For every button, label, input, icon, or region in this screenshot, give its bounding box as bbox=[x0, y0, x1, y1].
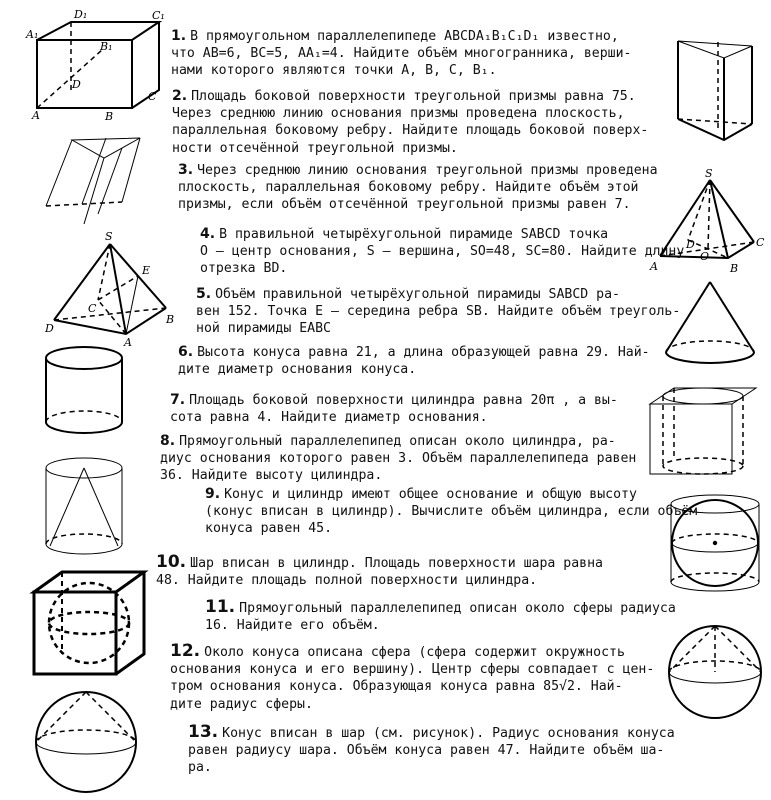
label-B: B bbox=[730, 262, 739, 275]
problem-number: 9. bbox=[205, 486, 221, 502]
label-D1: D₁ bbox=[74, 8, 88, 21]
label-B: B bbox=[166, 313, 175, 326]
problem-11-line-1: 11. Прямоугольный параллелепипед описан около сферы радиуса bbox=[205, 597, 676, 617]
problem-9-line-2: (конус вписан в цилиндр). Вычислите объём цилиндра, если объём bbox=[205, 504, 698, 520]
problem-1 bbox=[171, 28, 632, 80]
label-B1: B₁ bbox=[100, 40, 113, 53]
label-B: B bbox=[105, 110, 114, 123]
problem-11-line-2: 16. Найдите его объём. bbox=[205, 618, 380, 634]
cyl2-base-back bbox=[46, 534, 122, 544]
problem-13 bbox=[188, 724, 675, 777]
problem-11 bbox=[205, 599, 676, 634]
pyr2-base-hidden bbox=[54, 300, 166, 320]
problem-8 bbox=[160, 433, 636, 485]
sphere-cone-13-figure bbox=[30, 684, 142, 798]
pyramid-left-figure bbox=[42, 230, 182, 349]
problem-13-line-3: ра. bbox=[188, 760, 212, 776]
sphere-center-point bbox=[714, 542, 716, 544]
cyl2-base-front bbox=[46, 544, 122, 554]
problem-number: 3. bbox=[178, 162, 194, 178]
prism2-hidden-edge bbox=[46, 202, 122, 206]
sphere12-equator-front bbox=[669, 672, 761, 683]
diagonal-line bbox=[37, 50, 102, 108]
problem-8-line-1: 8. Прямоугольный параллелепипед описан около цилиндра, ра- bbox=[160, 433, 616, 449]
problem-4 bbox=[200, 226, 684, 278]
problem-5-line-3: ной пирамиды EABC bbox=[196, 321, 331, 337]
problem-number: 4. bbox=[200, 226, 216, 242]
pyr-height-SO bbox=[708, 180, 710, 249]
problem-12-line-2: основания конуса и его вершину). Центр сферы совпадает с цен- bbox=[170, 662, 655, 678]
problem-5-line-1: 5. Объём правильной четырёхугольной пирамиды SABCD ра- bbox=[196, 286, 620, 302]
cylinder-figure bbox=[30, 340, 140, 440]
problem-2-line-4: ности отсечённой треугольной призмы. bbox=[172, 140, 458, 156]
problem-7-line-2: сота равна 4. Найдите диаметр основания. bbox=[170, 410, 488, 426]
problem-2 bbox=[172, 88, 648, 157]
problem-8-line-2: диус основания которого равен 3. Объём параллелепипеда равен bbox=[160, 451, 637, 467]
prism2-right-edge bbox=[122, 138, 140, 202]
prism-top-triangle bbox=[678, 41, 752, 58]
problem-13-line-1: 13. Конус вписан в шар (см. рисунок). Радиус основания конуса bbox=[188, 722, 675, 742]
label-C: C bbox=[148, 90, 157, 103]
box2-hidden-bottom bbox=[650, 458, 756, 474]
label-S: S bbox=[705, 167, 713, 180]
problem-7 bbox=[170, 392, 618, 426]
problem-2-line-3: параллельная боковому ребру. Найдите площадь боковой поверх- bbox=[172, 123, 649, 139]
problem-3 bbox=[178, 162, 658, 214]
problem-2-line-2: Через среднюю линию основания призмы проведена плоскость, bbox=[172, 106, 625, 122]
cyl3-top bbox=[671, 495, 759, 513]
label-A: A bbox=[124, 336, 132, 349]
label-C: C bbox=[88, 302, 97, 315]
triangular-prism-right-figure bbox=[672, 36, 767, 146]
problem-number: 6. bbox=[178, 344, 194, 360]
problem-5 bbox=[196, 286, 680, 338]
problem-4-line-1: 4. В правильной четырёхугольной пирамиде SABCD точка bbox=[200, 226, 609, 242]
label-A: A bbox=[650, 260, 658, 273]
prism2-section-line-2 bbox=[98, 148, 122, 214]
triangular-prism-left-figure bbox=[36, 124, 158, 229]
sphere13 bbox=[36, 692, 136, 792]
prism2-top-triangle bbox=[72, 138, 140, 158]
sphere-cone-figure bbox=[664, 618, 766, 724]
problem-number: 7. bbox=[170, 392, 186, 408]
problem-10-line-1: 10. Шар вписан в цилиндр. Площадь поверхности шара равна bbox=[156, 552, 603, 572]
sphere-in-cube-figure bbox=[28, 566, 158, 682]
problem-3-line-3: призмы, если объём отсечённой треугольной призмы равен 7. bbox=[178, 197, 631, 213]
label-O: O bbox=[700, 250, 710, 263]
label-D: D bbox=[686, 238, 695, 251]
problem-9-line-3: конуса равен 45. bbox=[205, 521, 333, 537]
cube-top bbox=[34, 572, 144, 592]
problem-number: 12. bbox=[170, 641, 201, 661]
problem-1-line-1: 1. В прямоугольном параллелепипеде ABCDA₁B₁C₁D₁ известно, bbox=[171, 28, 619, 44]
problem-9 bbox=[205, 486, 697, 538]
cylinder-top bbox=[46, 347, 122, 369]
problem-number: 8. bbox=[160, 433, 176, 449]
inner-cone-left bbox=[50, 468, 84, 546]
box-hidden-bottom-edges bbox=[37, 90, 159, 108]
label-D: D bbox=[72, 78, 81, 91]
pyramid-right-figure bbox=[648, 166, 768, 278]
problem-6-line-1: 6. Высота конуса равна 21, а длина образующей равна 29. Най- bbox=[178, 344, 650, 360]
cone-base-front bbox=[666, 352, 754, 363]
problem-4-line-3: отрезка BD. bbox=[200, 261, 288, 277]
problem-12-line-4: дите радиус сферы. bbox=[170, 696, 313, 712]
problem-number: 5. bbox=[196, 286, 212, 302]
pyr2-line-AE bbox=[126, 276, 138, 334]
cylinder-base-back bbox=[46, 411, 122, 422]
problem-3-line-2: плоскость, параллельная боковому ребру. Найдите объём этой bbox=[178, 180, 639, 196]
label-A1: A₁ bbox=[26, 28, 39, 41]
inner-cylinder-top bbox=[663, 388, 743, 404]
box2-top bbox=[650, 388, 756, 404]
box-top-face bbox=[37, 22, 159, 40]
problem-4-line-2: O – центр основания, S – вершина, SO=48, SC=80. Найдите длину bbox=[200, 244, 685, 260]
problem-8-line-3: 36. Найдите высоту цилиндра. bbox=[160, 468, 383, 484]
sphere13-equator-back bbox=[36, 730, 136, 742]
pyr2-edge-SA bbox=[110, 244, 126, 334]
problem-12-line-3: тром основания конуса. Образующая конуса равна 85√2. Най- bbox=[170, 679, 623, 695]
box-front-face bbox=[37, 40, 132, 108]
problem-1-line-2: что AB=6, BC=5, AA₁=4. Найдите объём многогранника, верши- bbox=[171, 46, 632, 62]
cone-in-cylinder-figure bbox=[30, 452, 140, 562]
problem-6-line-2: дите диаметр основания конуса. bbox=[178, 362, 417, 378]
label-C: C bbox=[756, 236, 765, 249]
problem-6 bbox=[178, 344, 650, 378]
problem-number: 11. bbox=[205, 597, 236, 617]
problem-1-line-3: нами которого являются точки A, B, C, B₁. bbox=[171, 63, 497, 79]
parallelepiped-figure bbox=[24, 8, 169, 123]
problem-13-line-2: равен радиусу шара. Объём конуса равен 47. Найдите объём ша- bbox=[188, 743, 665, 759]
label-C1: C₁ bbox=[152, 9, 165, 22]
problem-5-line-2: вен 152. Точка E – середина ребра SB. Найдите объём треуголь- bbox=[196, 304, 681, 320]
label-S: S bbox=[105, 230, 113, 243]
problem-number: 2. bbox=[172, 88, 188, 104]
pyr-edge-SA bbox=[660, 180, 710, 256]
problem-10-line-2: 48. Найдите площадь полной поверхности цилиндра. bbox=[156, 573, 538, 589]
prism2-left-edge bbox=[46, 140, 72, 206]
problem-12 bbox=[170, 643, 654, 713]
problem-number: 1. bbox=[171, 28, 187, 44]
cone-base-back bbox=[666, 341, 754, 352]
problem-12-line-1: 12. Около конуса описана сфера (сфера содержит окружность bbox=[170, 641, 625, 661]
sphere13-equator-front bbox=[36, 742, 136, 754]
problem-7-line-1: 7. Площадь боковой поверхности цилиндра равна 20π , а вы- bbox=[170, 392, 618, 408]
label-D: D bbox=[45, 322, 54, 335]
problem-3-line-1: 3. Через среднюю линию основания треугольной призмы проведена bbox=[178, 162, 658, 178]
inner-cylinder-bottom bbox=[663, 458, 743, 474]
problem-2-line-1: 2. Площадь боковой поверхности треугольной призмы равна 75. bbox=[172, 88, 636, 104]
problem-number: 10. bbox=[156, 552, 187, 572]
pyr2-base-front bbox=[54, 308, 166, 334]
box-cylinder-figure bbox=[642, 380, 762, 490]
cone-figure bbox=[660, 276, 760, 376]
label-E: E bbox=[142, 264, 151, 277]
sphere-in-cylinder-figure bbox=[662, 486, 768, 596]
problem-number: 13. bbox=[188, 722, 219, 742]
cone-right-generator bbox=[710, 282, 754, 352]
problem-10 bbox=[156, 554, 603, 589]
cylinder-base-front bbox=[46, 422, 122, 433]
label-A: A bbox=[32, 109, 40, 122]
problem-9-line-1: 9. Конус и цилиндр имеют общее основание и общую высоту bbox=[205, 486, 637, 502]
